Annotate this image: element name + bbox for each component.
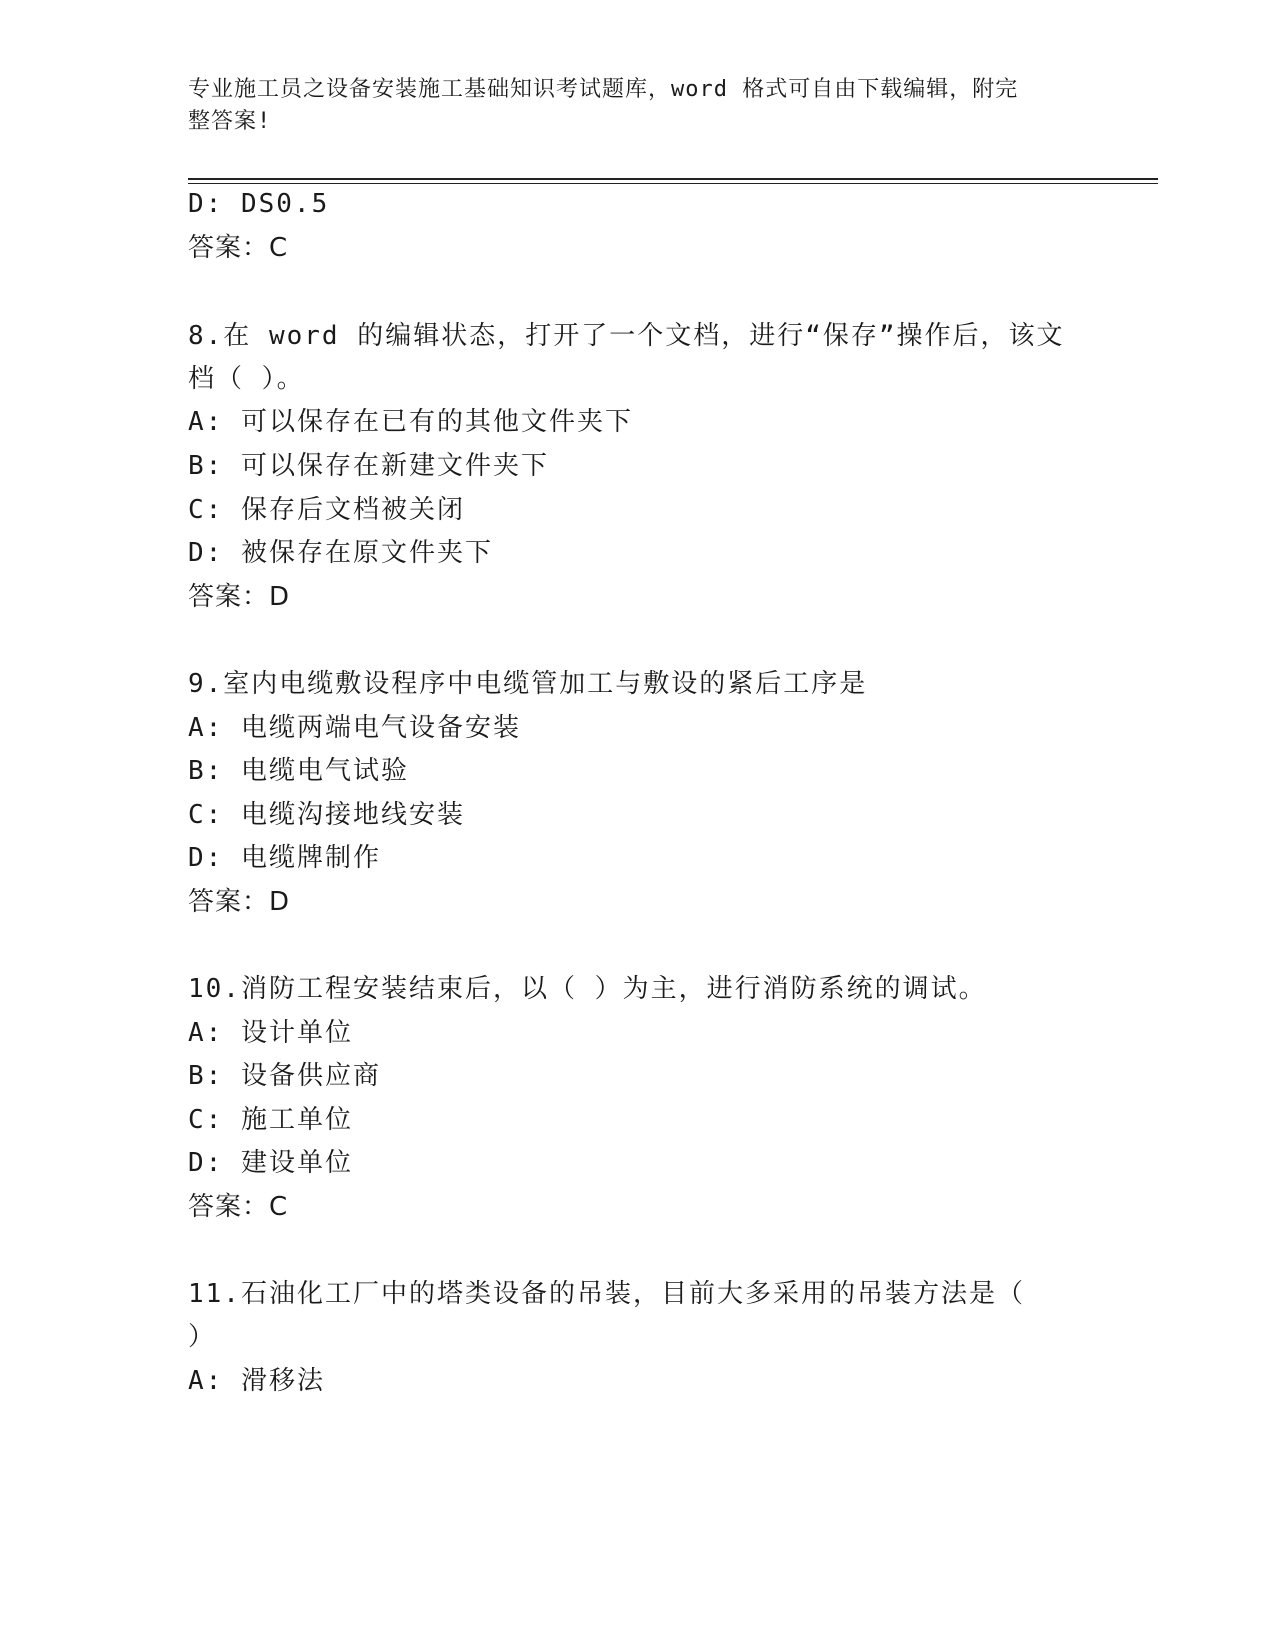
prev-option-d: D: DS0.5 (188, 189, 330, 219)
q10-stem-line-1: 10.消防工程安装结束后，以（ ）为主，进行消防系统的调试。 (188, 974, 987, 1004)
q8-option-d: D: 被保存在原文件夹下 (188, 538, 493, 568)
q8-option-b: B: 可以保存在新建文件夹下 (188, 451, 549, 481)
q8-answer: 答案：D (188, 582, 291, 612)
header-divider-thin (188, 183, 1158, 184)
header-line-1: 专业施工员之设备安装施工基础知识考试题库，word 格式可自由下载编辑，附完 (188, 77, 1019, 102)
q9-answer: 答案：D (188, 887, 291, 917)
q10-option-d: D: 建设单位 (188, 1148, 353, 1178)
q9-option-b: B: 电缆电气试验 (188, 756, 409, 786)
q10-option-b: B: 设备供应商 (188, 1061, 381, 1091)
q11-option-a: A: 滑移法 (188, 1366, 325, 1396)
q9-option-c: C: 电缆沟接地线安装 (188, 800, 465, 830)
header-divider-thick (188, 178, 1158, 180)
document-header (188, 74, 1068, 138)
header-line-2: 整答案! (188, 109, 272, 134)
q10-answer: 答案：C (188, 1192, 289, 1222)
prev-answer: 答案：C (188, 233, 289, 263)
q11-stem-line-2: ） (188, 1322, 217, 1352)
q10-option-a: A: 设计单位 (188, 1018, 353, 1048)
q9-stem-line-1: 9.室内电缆敷设程序中电缆管加工与敷设的紧后工序是 (188, 669, 868, 699)
q9-option-a: A: 电缆两端电气设备安装 (188, 713, 521, 743)
q11-stem-line-1: 11.石油化工厂中的塔类设备的吊装，目前大多采用的吊装方法是（ (188, 1279, 1025, 1309)
q8-stem-line-1: 8.在 word 的编辑状态，打开了一个文档，进行“保存”操作后，该文 (188, 321, 1065, 351)
q8-option-c: C: 保存后文档被关闭 (188, 495, 465, 525)
q8-stem-line-2: 档（ ）。 (188, 364, 305, 394)
q10-option-c: C: 施工单位 (188, 1105, 353, 1135)
q8-option-a: A: 可以保存在已有的其他文件夹下 (188, 407, 633, 437)
q9-option-d: D: 电缆牌制作 (188, 843, 381, 873)
